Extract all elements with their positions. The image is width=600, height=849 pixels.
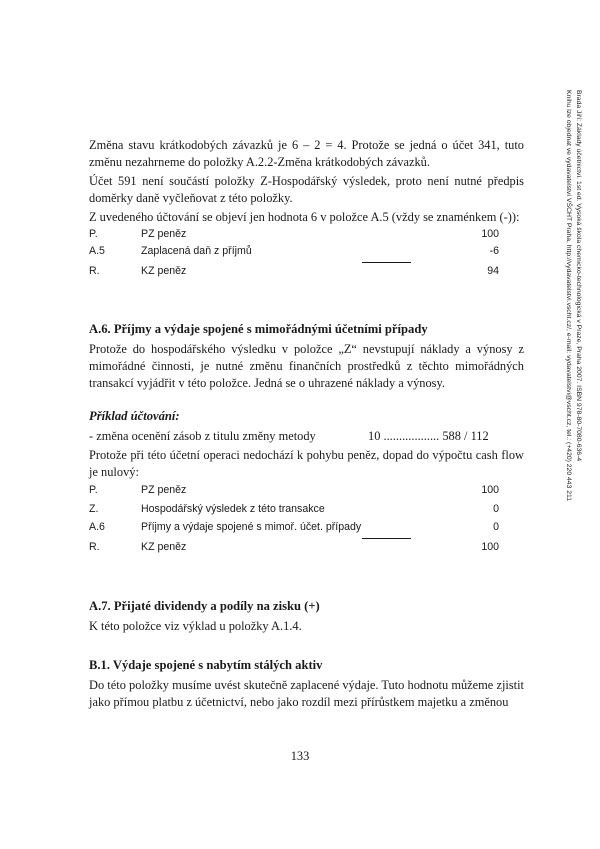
heading-example: Příklad účtování: [89, 409, 180, 423]
row-label: PZ peněz [141, 484, 187, 496]
heading-b1: B.1. Výdaje spojené s nabytím stálých aktiv [89, 658, 323, 672]
row-label: KZ peněz [141, 265, 187, 277]
paragraph-b1-description: Do této položky musíme uvést skutečně zaplacené výdaje. Tuto hodnotu můžeme zjistit jako přímou platbu z účetnictví, nebo jako rozdíl mezi přírůstkem majetku a změnou [89, 678, 524, 709]
paragraph-no-cash-effect: Protože při této účetní operaci nedochází k pohybu peněz, dopad do výpočtu cash flow je nulový: [89, 448, 524, 479]
row-code: A.6 [89, 521, 105, 533]
row-value: 94 [487, 265, 499, 277]
row-value: 100 [481, 541, 499, 553]
citation-sidebar [549, 90, 583, 625]
example-entry [89, 428, 529, 445]
row-label: Zaplacená daň z příjmů [141, 245, 252, 257]
row-label: Příjmy a výdaje spojené s mimoř. účet. případy [141, 521, 362, 533]
paragraph-account-591: Účet 591 není součástí položky Z-Hospodářský výsledek, proto není nutné předpis doměrky daně vyčleňovat z této položky. [89, 174, 524, 205]
paragraph-value-a5: Z uvedeného účtování se objeví jen hodnota 6 v položce A.5 (vždy se znaménkem (-)): [89, 210, 520, 224]
heading-a6: A.6. Příjmy a výdaje spojené s mimořádnými účetními případy [89, 322, 428, 336]
paragraph-short-term-liabilities: Změna stavu krátkodobých závazků je 6 – 2 = 4. Protože se jedná o účet 341, tuto změnu nezahrneme do položky A.2.2-Změna krátkodobých závazků. [89, 138, 524, 169]
paragraph-a7-reference: K této položce viz výklad u položky A.1.4. [89, 619, 302, 633]
row-label: PZ peněz [141, 228, 187, 240]
heading-a7: A.7. Přijaté dividendy a podíly na zisku (+) [89, 599, 320, 613]
example-entry-text: - změna ocenění zásob z titulu změny metody [89, 429, 316, 443]
citation-line-2: Knihu lze objednat ve vydavatelství VŠCHT Praha, http://vydavatelstvi.vscht.cz/, e-mail: vydavatelstvi@vscht.cz, tel.: (+420) 220 443 211 [565, 90, 572, 502]
row-label: Hospodářský výsledek z této transakce [141, 503, 325, 515]
row-code: P. [89, 228, 98, 240]
row-code: P. [89, 484, 98, 496]
citation-line-1: Brada Jiří: Základy účetnictví. 1st ed. Vysoká škola chemicko-technologická v Praze, Praha 2007. ISBN 978-80-7080-636-4 [575, 90, 582, 462]
row-value: 100 [481, 484, 499, 496]
row-label: KZ peněz [141, 541, 187, 553]
row-code: Z. [89, 503, 99, 515]
row-code: A.5 [89, 245, 105, 257]
row-code: R. [89, 541, 100, 553]
row-value: 0 [493, 521, 499, 533]
paragraph-a6-description: Protože do hospodářského výsledku v položce „Z“ nevstupují náklady a výnosy z mimořádné činnosti, je nutné změnu finančních prostředků z těchto mimořádných transakcí vyjádřit v této položce. Jedná se o uhrazené náklady a výnosy. [89, 342, 524, 390]
row-value: -6 [489, 245, 499, 257]
page-number: 133 [290, 749, 310, 763]
row-value: 100 [481, 228, 499, 240]
citation-text [549, 90, 583, 625]
example-entry-accounts: 10 .................. 588 / 112 [368, 429, 489, 443]
row-value: 0 [493, 503, 499, 515]
row-code: R. [89, 265, 100, 277]
